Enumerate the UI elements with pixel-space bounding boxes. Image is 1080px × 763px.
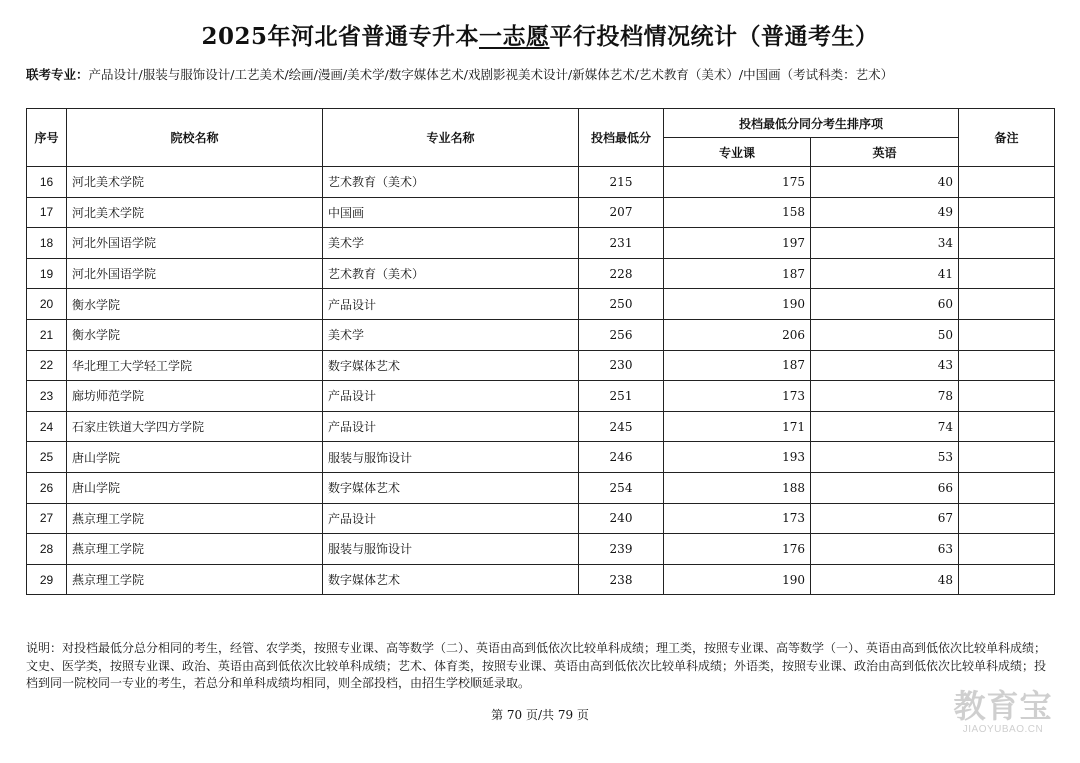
cell-major: 美术学 xyxy=(323,228,579,259)
cell-major: 服装与服饰设计 xyxy=(323,534,579,565)
page-number: 第 70 页/共 79 页 xyxy=(491,708,589,722)
cell-major: 产品设计 xyxy=(323,289,579,320)
cell-professional: 176 xyxy=(664,534,811,565)
cell-english: 41 xyxy=(811,258,959,289)
cell-school: 河北美术学院 xyxy=(67,167,323,198)
title-part-2: 平行投档情况统计（普通考生） xyxy=(549,23,879,50)
cell-professional: 187 xyxy=(664,258,811,289)
table-body xyxy=(27,167,1055,595)
explanation-note: 说明：对投档最低分总分相同的考生，经管、农学类，按照专业课、高等数学（二）、英语由高到低依次比较单科成绩；理工类，按照专业课、高等数学（一）、英语由高到低依次比较单科成绩；文史、医学类，按照专业课、政治、英语由高到低依次比较单科成绩；艺术、体育类，按照专业课、英语由高到低依次比较单科成绩；外语类，按照专业课、政治由高到低依次比较单科成绩；投档到同一院校同一专业的考生，若总分和单科成绩均相同，则全部投档，由招生学校顺延录取。 xyxy=(26,641,1047,690)
cell-remark xyxy=(959,564,1055,595)
cell-major: 艺术教育（美术） xyxy=(323,258,579,289)
cell-english: 34 xyxy=(811,228,959,259)
watermark-main: 教育宝 xyxy=(953,688,1053,724)
cell-english: 50 xyxy=(811,319,959,350)
cell-index: 16 xyxy=(27,167,67,198)
cell-min-score: 251 xyxy=(579,381,664,412)
cell-school: 唐山学院 xyxy=(67,442,323,473)
cell-professional: 193 xyxy=(664,442,811,473)
header-school: 院校名称 xyxy=(67,109,323,167)
cell-professional: 188 xyxy=(664,472,811,503)
table-row xyxy=(27,258,1055,289)
cell-index: 20 xyxy=(27,289,67,320)
cell-english: 60 xyxy=(811,289,959,320)
cell-school: 衡水学院 xyxy=(67,319,323,350)
header-min-score: 投档最低分 xyxy=(579,109,664,167)
cell-professional: 190 xyxy=(664,289,811,320)
cell-min-score: 254 xyxy=(579,472,664,503)
cell-remark xyxy=(959,350,1055,381)
cell-major: 中国画 xyxy=(323,197,579,228)
table-row xyxy=(27,197,1055,228)
cell-english: 53 xyxy=(811,442,959,473)
cell-school: 廊坊师范学院 xyxy=(67,381,323,412)
cell-min-score: 256 xyxy=(579,319,664,350)
cell-remark xyxy=(959,228,1055,259)
cell-major: 艺术教育（美术） xyxy=(323,167,579,198)
table-row xyxy=(27,167,1055,198)
title-part-1: 2025年河北省普通专升本 xyxy=(201,23,479,50)
admission-table xyxy=(26,108,1055,595)
exam-majors xyxy=(26,66,1056,83)
table-row xyxy=(27,319,1055,350)
cell-min-score: 230 xyxy=(579,350,664,381)
cell-index: 19 xyxy=(27,258,67,289)
table-row xyxy=(27,472,1055,503)
cell-english: 74 xyxy=(811,411,959,442)
table-row xyxy=(27,350,1055,381)
cell-english: 78 xyxy=(811,381,959,412)
table-row xyxy=(27,564,1055,595)
cell-english: 66 xyxy=(811,472,959,503)
cell-remark xyxy=(959,534,1055,565)
cell-major: 产品设计 xyxy=(323,411,579,442)
cell-school: 华北理工大学轻工学院 xyxy=(67,350,323,381)
cell-professional: 175 xyxy=(664,167,811,198)
cell-min-score: 246 xyxy=(579,442,664,473)
header-tiebreak-group: 投档最低分同分考生排序项 xyxy=(664,109,959,138)
cell-index: 24 xyxy=(27,411,67,442)
cell-english: 63 xyxy=(811,534,959,565)
table-row xyxy=(27,442,1055,473)
cell-index: 26 xyxy=(27,472,67,503)
table-row xyxy=(27,289,1055,320)
cell-min-score: 238 xyxy=(579,564,664,595)
cell-remark xyxy=(959,258,1055,289)
table-row xyxy=(27,411,1055,442)
header-english: 英语 xyxy=(811,138,959,167)
cell-professional: 197 xyxy=(664,228,811,259)
cell-min-score: 245 xyxy=(579,411,664,442)
cell-major: 数字媒体艺术 xyxy=(323,350,579,381)
cell-major: 服装与服饰设计 xyxy=(323,442,579,473)
watermark-logo xyxy=(948,688,1058,735)
cell-major: 数字媒体艺术 xyxy=(323,564,579,595)
cell-min-score: 207 xyxy=(579,197,664,228)
cell-min-score: 215 xyxy=(579,167,664,198)
cell-school: 燕京理工学院 xyxy=(67,534,323,565)
cell-school: 石家庄铁道大学四方学院 xyxy=(67,411,323,442)
page-title xyxy=(0,18,1080,51)
header-remark: 备注 xyxy=(959,109,1055,167)
cell-remark xyxy=(959,319,1055,350)
table-row xyxy=(27,228,1055,259)
cell-index: 28 xyxy=(27,534,67,565)
exam-majors-text: 产品设计/服装与服饰设计/工艺美术/绘画/漫画/美术学/数字媒体艺术/戏剧影视美术设计/新媒体艺术/艺术教育（美术）/中国画（考试科类：艺术） xyxy=(88,67,894,82)
header-professional: 专业课 xyxy=(664,138,811,167)
table-row xyxy=(27,381,1055,412)
watermark-sub: JIAOYUBAO.CN xyxy=(962,724,1044,735)
cell-remark xyxy=(959,197,1055,228)
cell-major: 产品设计 xyxy=(323,381,579,412)
cell-index: 22 xyxy=(27,350,67,381)
header-index: 序号 xyxy=(27,109,67,167)
cell-professional: 173 xyxy=(664,503,811,534)
cell-remark xyxy=(959,442,1055,473)
cell-remark xyxy=(959,381,1055,412)
cell-index: 17 xyxy=(27,197,67,228)
cell-min-score: 250 xyxy=(579,289,664,320)
cell-remark xyxy=(959,472,1055,503)
cell-professional: 173 xyxy=(664,381,811,412)
cell-english: 49 xyxy=(811,197,959,228)
cell-school: 河北美术学院 xyxy=(67,197,323,228)
cell-school: 燕京理工学院 xyxy=(67,564,323,595)
cell-professional: 171 xyxy=(664,411,811,442)
cell-remark xyxy=(959,411,1055,442)
cell-min-score: 240 xyxy=(579,503,664,534)
table-row xyxy=(27,503,1055,534)
cell-min-score: 239 xyxy=(579,534,664,565)
cell-major: 数字媒体艺术 xyxy=(323,472,579,503)
cell-min-score: 228 xyxy=(579,258,664,289)
cell-index: 21 xyxy=(27,319,67,350)
cell-english: 67 xyxy=(811,503,959,534)
cell-school: 河北外国语学院 xyxy=(67,228,323,259)
title-underlined: 一志愿 xyxy=(479,23,550,50)
cell-english: 43 xyxy=(811,350,959,381)
cell-remark xyxy=(959,167,1055,198)
cell-school: 河北外国语学院 xyxy=(67,258,323,289)
table-header xyxy=(27,109,1055,167)
cell-index: 25 xyxy=(27,442,67,473)
header-major: 专业名称 xyxy=(323,109,579,167)
cell-school: 燕京理工学院 xyxy=(67,503,323,534)
cell-english: 40 xyxy=(811,167,959,198)
table-row xyxy=(27,534,1055,565)
cell-major: 美术学 xyxy=(323,319,579,350)
cell-remark xyxy=(959,289,1055,320)
cell-professional: 158 xyxy=(664,197,811,228)
cell-index: 23 xyxy=(27,381,67,412)
cell-school: 衡水学院 xyxy=(67,289,323,320)
cell-professional: 187 xyxy=(664,350,811,381)
cell-professional: 190 xyxy=(664,564,811,595)
cell-professional: 206 xyxy=(664,319,811,350)
cell-english: 48 xyxy=(811,564,959,595)
cell-remark xyxy=(959,503,1055,534)
cell-major: 产品设计 xyxy=(323,503,579,534)
cell-index: 29 xyxy=(27,564,67,595)
cell-min-score: 231 xyxy=(579,228,664,259)
exam-majors-label: 联考专业： xyxy=(26,67,89,82)
cell-index: 18 xyxy=(27,228,67,259)
cell-index: 27 xyxy=(27,503,67,534)
cell-school: 唐山学院 xyxy=(67,472,323,503)
